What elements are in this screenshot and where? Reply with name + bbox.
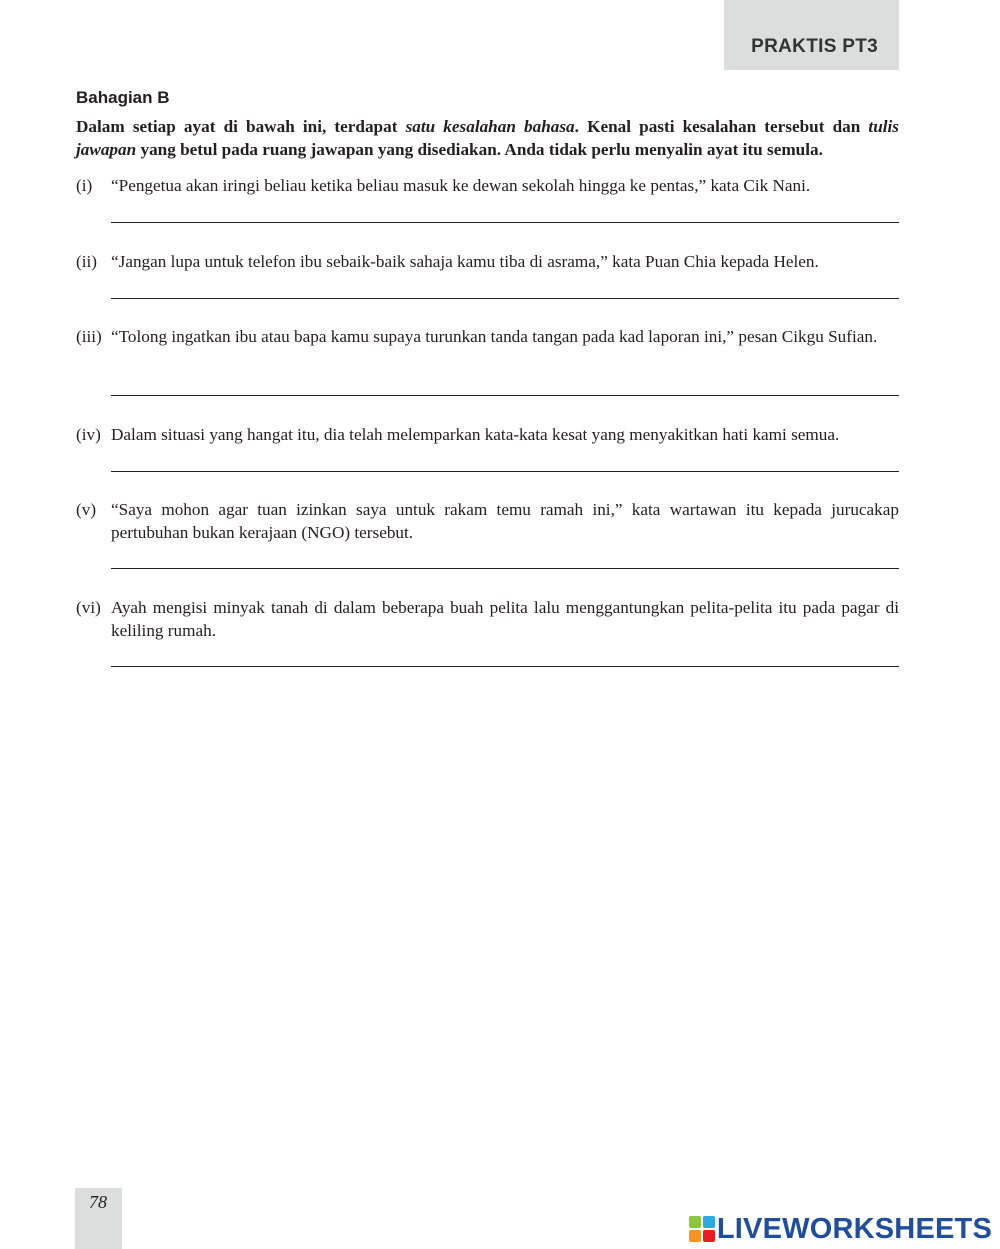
instruction-text xyxy=(76,115,899,161)
instruction-italic-2: tulis jawapan xyxy=(76,117,899,159)
question-5 xyxy=(76,498,899,544)
answer-line-4[interactable] xyxy=(111,471,899,472)
instruction-part-1: Dalam setiap ayat di bawah ini, terdapat xyxy=(76,117,406,136)
liveworksheets-logo-icon xyxy=(689,1216,715,1242)
answer-line-2[interactable] xyxy=(111,298,899,299)
answer-line-3[interactable] xyxy=(111,395,899,396)
praktis-tag-label: PRAKTIS PT3 xyxy=(751,36,878,57)
section-title: Bahagian B xyxy=(76,88,170,107)
question-2 xyxy=(76,250,899,273)
question-text: Dalam situasi yang hangat itu, dia telah melemparkan kata-kata kesat yang menyakitkan hati kami semua. xyxy=(111,425,840,444)
answer-line-6[interactable] xyxy=(111,666,899,667)
question-text: “Pengetua akan iringi beliau ketika beliau masuk ke dewan sekolah hingga ke pentas,” kata Cik Nani. xyxy=(111,176,811,195)
question-number: (iii) xyxy=(76,327,102,346)
liveworksheets-brand xyxy=(689,1212,992,1246)
instruction-part-3: . Kenal pasti kesalahan tersebut dan xyxy=(574,117,869,136)
question-text: “Tolong ingatkan ibu atau bapa kamu supaya turunkan tanda tangan pada kad laporan ini,” pesan Cikgu Sufian. xyxy=(111,327,878,346)
question-number: (v) xyxy=(76,500,97,519)
question-number: (vi) xyxy=(76,598,101,617)
question-number: (i) xyxy=(76,176,93,195)
question-text: “Jangan lupa untuk telefon ibu sebaik-baik sahaja kamu tiba di asrama,” kata Puan Chia kepada Helen. xyxy=(111,252,819,271)
praktis-tag xyxy=(724,0,899,70)
instruction-italic-1: satu kesalahan bahasa xyxy=(405,117,575,136)
question-3 xyxy=(76,325,899,348)
question-6 xyxy=(76,596,899,642)
question-4 xyxy=(76,423,899,446)
question-text: Ayah mengisi minyak tanah di dalam beberapa buah pelita lalu menggantungkan pelita-pelita itu pada pagar di keliling rumah. xyxy=(111,598,899,640)
question-number: (iv) xyxy=(76,425,101,444)
page-number: 78 xyxy=(89,1192,107,1212)
question-text: “Saya mohon agar tuan izinkan saya untuk rakam temu ramah ini,” kata wartawan itu kepada jurucakap pertubuhan bukan kerajaan (NGO) tersebut. xyxy=(111,500,899,542)
page-number-box xyxy=(75,1188,122,1249)
liveworksheets-wordmark: LIVEWORKSHEETS xyxy=(716,1213,992,1245)
question-number: (ii) xyxy=(76,252,97,271)
instruction-part-5: yang betul pada ruang jawapan yang disediakan. Anda tidak perlu menyalin ayat itu semula. xyxy=(136,140,823,159)
question-1 xyxy=(76,174,899,197)
answer-line-1[interactable] xyxy=(111,222,899,223)
answer-line-5[interactable] xyxy=(111,568,899,569)
